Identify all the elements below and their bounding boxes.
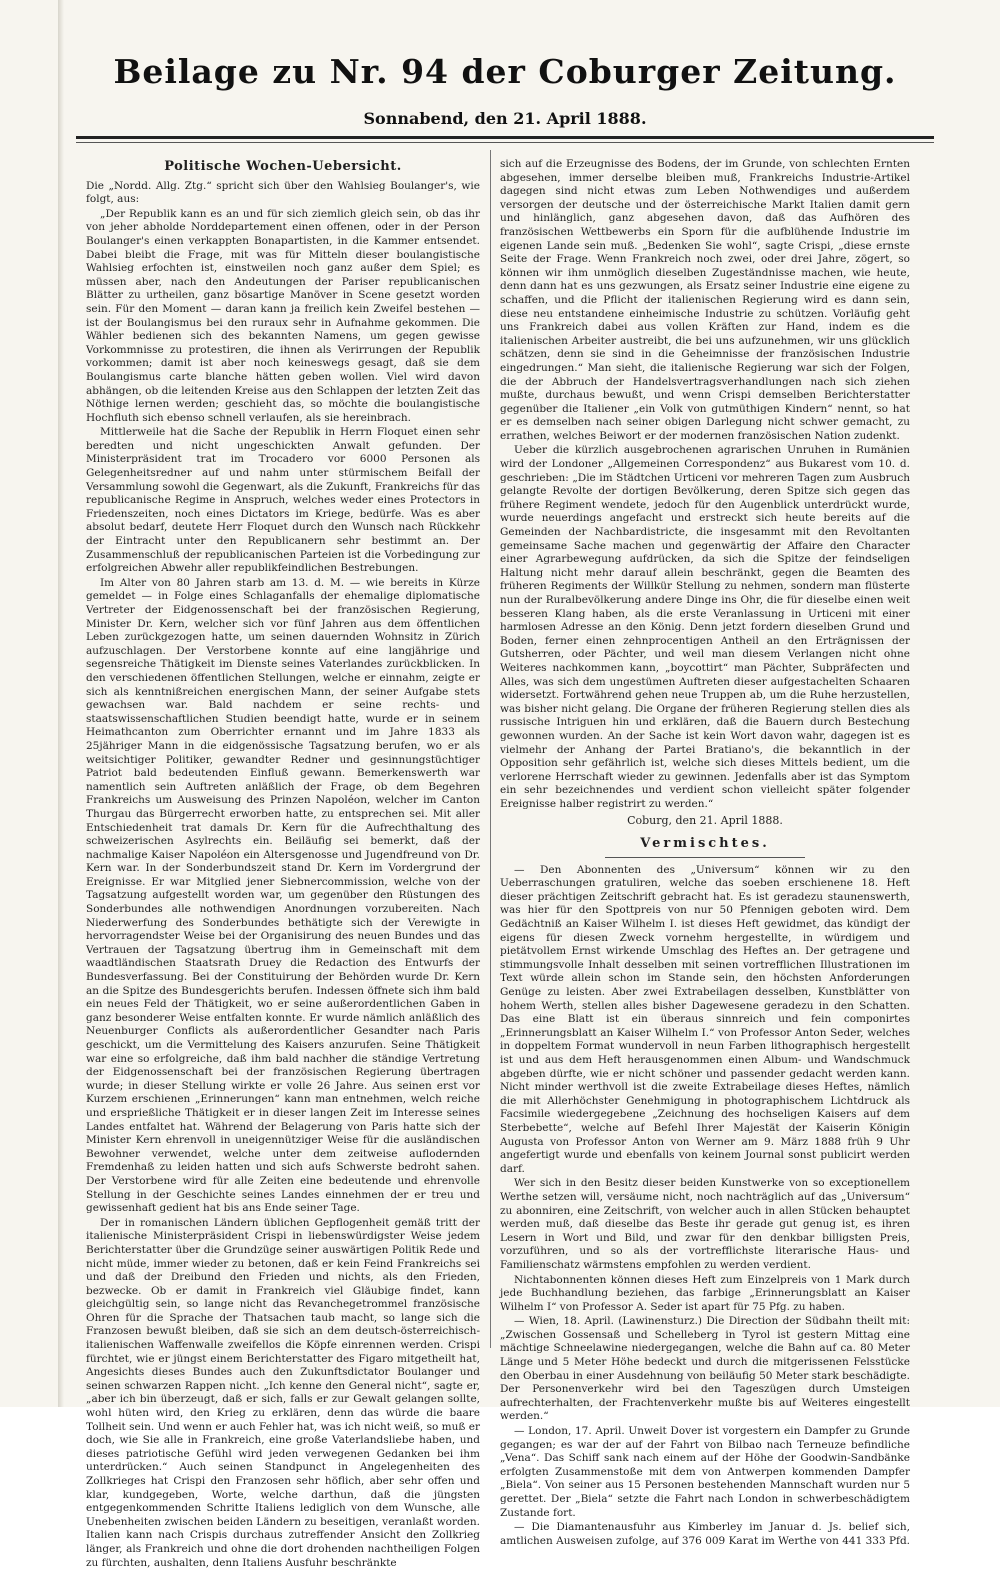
dateline: Coburg, den 21. April 1888. bbox=[627, 813, 783, 827]
misc-paragraph: Nichtabonnenten können dieses Heft zum Einzelpreis von 1 Mark durch jede Buchhandlung beziehen, das farbige „Erinnerungsblatt an Kaiser Wilhelm I“ von Professor A. Seder ist apart für 75 Pfg. zu haben. bbox=[500, 1273, 910, 1313]
misc-paragraph: — London, 17. April. Unweit Dover ist vorgestern ein Dampfer zu Grunde gegangen; es war der auf der Fahrt von Bilbao nach Terneuze befindliche „Vena“. Das Schiff sank nach einem auf der Höhe der Goodwin-Sandbänke erfolgten Zusammenstoße mit dem von Antwerpen kommenden Dampfer „Biela“. Von seiner aus 15 Personen bestehenden Mannschaft wurden nur 5 gerettet. Der „Biela“ setzte die Fahrt nach London in schwerbeschädigtem Zustande fort. bbox=[500, 1425, 910, 1519]
section-heading-politics: Politische Wochen-Uebersicht. bbox=[164, 159, 402, 174]
section-rule bbox=[605, 857, 805, 858]
scan-edge bbox=[58, 0, 64, 1407]
article-paragraph: Im Alter von 80 Jahren starb am 13. d. M. — wie bereits in Kürze gemeldet — in Folge eines Schlaganfalls der ehemalige diplomatische Vertreter der Eidgenossenschaft bei der französischen Regierung, Minister Dr. Kern, welcher sich vor fünf Jahren aus dem öffentlichen Leben zurückgezogen hatte, um seinen dauernden Wohnsitz in Zürich aufzuschlagen. Der Verstorbene konnte auf eine langjährige und segensreiche Thätigkeit im Dienste seines Vaterlandes zurückblicken. In den verschiedenen öffentlichen Stellungen, welche er einnahm, zeigte er sich als kenntnißreichen energischen Mann, der seiner Aufgabe stets gewachsen war. Bald nachdem er seine rechts- und staatswissenschaftlichen Studien beendigt hatte, wurde er in seinem Heimathcanton zum Oberrichter ernannt und im Jahre 1833 als 25jähriger Mann in die eidgenössische Tagsatzung berufen, wo er als weitsichtiger Politiker, gewandter Redner und gesinnungstüchtiger Patriot bald bedeutenden Einfluß gewann. Bemerkenswerth war namentlich sein Auftreten anläßlich der Frage, ob dem Begehren Frankreichs um Ausweisung des Prinzen Napoléon, welcher im Canton Thurgau das Bürgerrecht erworben hatte, zu entsprechen sei. Mit aller Entschiedenheit trat damals Dr. Kern für die Aufrechthaltung des schweizerischen Asylrechts ein. Beiläufig sei bemerkt, daß der nachmalige Kaiser Napoléon ein Altersgenosse und Jugendfreund von Dr. Kern war. In der Sonderbundszeit stand Dr. Kern im Vordergrund der Ereignisse. Er war Mitglied jener Siebnercommission, welche von der Tagsatzung aufgestellt worden war, um gegenüber den Rüstungen des Sonderbundes alle nothwendigen Anordnungen vorzubereiten. Nach Niederwerfung des Sonderbundes bethätigte sich der Verewigte in hervorragendster Weise bei der Organisirung des neuen Bundes und das Vertrauen der Tagsatzung übertrug ihm in Gemeinschaft mit dem waadtländischen Staatsrath Druey die Redaction des Entwurfs der Bundesverfassung. Bei der Constituirung der Behörden wurde Dr. Kern an die Spitze des Bundesgerichts berufen. Indessen öffnete sich ihm bald ein neues Feld der Thätigkeit, wo er seine außerordentlichen Gaben in ganz besonderer Weise entfalten konnte. Er wurde nämlich anläßlich des Neuenburger Conflicts als außerordentlicher Gesandter nach Paris geschickt, um die Vermittelung des Kaisers anzurufen. Seine Thätigkeit war eine so erfolgreiche, daß ihm bald nachher die ständige Vertretung der Eidgenossenschaft bei der französischen Regierung übertragen wurde; in dieser Stellung wirkte er volle 26 Jahre. Aus seinen erst vor Kurzem erschienen „Erinnerungen“ kann man entnehmen, welch reiche und ersprießliche Thätigkeit er in dieser langen Zeit im Interesse seines Landes entfaltet hat. Während der Belagerung von Paris hatte sich der Minister Kern ehrenvoll in uneigennütziger Weise für die ausländischen Bewohner verwendet, welche unter dem zeitweise auflodernden Fremdenhaß zu leiden hatten und sich aufs Schwerste bedroht sahen. Der Verstorbene wird für alle Zeiten eine bedeutende und ehrenvolle Stellung in der Geschichte seines Landes einnehmen der er treu und gewissenhaft gedient hat bis ans Ende seiner Tage. bbox=[86, 576, 480, 1215]
misc-paragraph: — Den Abonnenten des „Universum“ können wir zu den Ueberraschungen gratuliren, welche das soeben erschienene 18. Heft dieser prächtigen Zeitschrift gebracht hat. Es ist geradezu staunenswerth, was hier für den Spottpreis von nur 50 Pfennigen geboten wird. Dem Gedächtniß an Kaiser Wilhelm I. ist dieses Heft gewidmet, das kündigt der eigens für diesen Zweck vornehm hergestellte, in würdigem und pietätvollem Ernst wirkende Umschlag des Heftes an. Der getragene und stimmungsvolle Inhalt desselben mit seinen vortrefflichen Illustrationen im Text würde allein schon im Stande sein, den höchsten Anforderungen Genüge zu leisten. Aber zwei Extrabeilagen desselben, Kunstblätter von hohem Werth, stellen alles bisher Dagewesene geradezu in den Schatten. Das eine Blatt ist ein überaus sinnreich und fein componirtes „Erinnerungsblatt an Kaiser Wilhelm I.“ von Professor Anton Seder, welches in doppeltem Format wundervoll in neun Farben lithographisch hergestellt ist und aus dem Heft herausgenommen einen Album- und Wandschmuck abgeben dürfte, wie er nicht schöner und passender gedacht werden kann. Nicht minder werthvoll ist die zweite Extrabeilage dieses Heftes, nämlich die mit Allerhöchster Genehmigung in photographischem Lichtdruck als Facsimile wiedergegebene „Zeichnung des hochseligen Kaisers auf dem Sterbebette“, welche auf Befehl Ihrer Majestät der Kaiserin Königin Augusta von Professor Anton von Werner am 9. März 1888 früh 9 Uhr angefertigt wurde und ebenfalls von keinem Journal sonst publicirt werden darf. bbox=[500, 863, 910, 1175]
misc-paragraph: — Die Diamantenausfuhr aus Kimberley im Januar d. Js. belief sich, amtlichen Ausweisen zufolge, auf 376 009 Karat im Werthe von 441 333 Pfd. bbox=[500, 1521, 910, 1547]
header-rule-thick bbox=[76, 136, 934, 139]
right-column bbox=[500, 158, 910, 1547]
article-paragraph: Ueber die kürzlich ausgebrochenen agrarischen Unruhen in Rumänien wird der Londoner „Allgemeinen Correspondenz“ aus Bukarest vom 10. d. geschrieben: „Die im Städtchen Urticeni vor mehreren Tagen zum Ausbruch gelangte Revolte der dortigen Bevölkerung, deren Spitze sich gegen das frühere Regiment wendete, jedoch für den Augenblick unterdrückt wurde, wurde neuerdings angefacht und erstreckt sich heute bereits auf die Gemeinden der Nachbardistricte, die insgesammt mit den Revoltanten gemeinsame Sache machen und gegenwärtig der Affaire den Character einer Agrarbewegung aufdrücken, da sich die Spitze der feindseligen Haltung nicht mehr darauf allein beschränkt, gegen die Beamten des früheren Regiments der Willkür Stellung zu nehmen, sondern man flüsterte nun der Ruralbevölkerung andere Dinge ins Ohr, die für dieselbe einen weit besseren Klang haben, als die erste Veranlassung in Urticeni mit einer harmlosen Adresse an den König. Denn jetzt fordern dieselben Grund und Boden, ferner einen zehnprocentigen Antheil an den Erträgnissen der Gutsherren, oder Pächter, und weil man diesem Verlangen nicht ohne Weiteres nachkommen kann, „boycottirt“ man Pächter, Subpräfecten und Alles, was sich dem ungestümen Auftreten dieser aufgestachelten Schaaren widersetzt. Fortwährend gehen neue Truppen ab, um die Ruhe herzustellen, was bisher nicht gelang. Die Organe der früheren Regierung stellen dies als russische Intriguen hin und erklären, daß die Bauern durch Bestechung gewonnen wurden. An der Sache ist kein Wort davon wahr, dagegen ist es vielmehr der Anhang der Partei Bratiano's, die bekanntlich in der Opposition sehr gefährlich ist, welche sich dieses Mittels bedient, um die verlorene Herrschaft wieder zu gewinnen. Jedenfalls aber ist das Symptom ein sehr bezeichnendes und verdient schon vielleicht später folgender Ereignisse halber registrirt zu werden.“ bbox=[500, 444, 910, 810]
column-divider bbox=[490, 150, 491, 1348]
left-column bbox=[86, 158, 480, 1569]
article-paragraph: Die „Nordd. Allg. Ztg.“ spricht sich über den Wahlsieg Boulanger's, wie folgt, aus: bbox=[86, 179, 480, 206]
misc-paragraph: Wer sich in den Besitz dieser beiden Kunstwerke von so exceptionellem Werthe setzen will, versäume nicht, noch nachträglich auf das „Universum“ zu abonniren, eine Zeitschrift, von welcher auch in allen Stücken behauptet werden muß, daß dieselbe das Beste ihr gerade gut genug ist, es ihren Lesern in Wort und Bild, und zwar für den denkbar billigsten Preis, vorzuführen, und so als der vortrefflichste literarische Haus- und Familienschatz wärmstens empfohlen zu werden verdient. bbox=[500, 1177, 910, 1271]
masthead bbox=[80, 52, 930, 128]
article-paragraph: sich auf die Erzeugnisse des Bodens, der im Grunde, von schlechten Ernten abgesehen, immer derselbe bleiben muß, Frankreichs Industrie-Artikel dagegen sind nicht etwas zum Leben Nothwendiges und außerdem versorgen der deutsche und der österreichische Markt Italien damit gern und hinlänglich, ganz abgesehen davon, daß das Aufhören des französischen Wettbewerbs ein Sporn für die aufblühende Industrie im eigenen Lande sein muß. „Bedenken Sie wohl“, sagte Crispi, „diese ernste Seite der Frage. Wenn Frankreich noch zwei, oder drei Jahre, zögert, so können wir ihm unmöglich dieselben Zugeständnisse machen, wie heute, denn dann hat es uns gezwungen, als Ersatz seiner Industrie eine eigene zu schaffen, und die Pflicht der italienischen Regierung wird es dann sein, diese neu entstandene einheimische Industrie zu schützen. Vorläufig geht uns Frankreich dabei aus vollen Kräften zur Hand, indem es die italienischen Arbeiter austreibt, die bei uns aufzunehmen, wir uns glücklich schätzen, denn sie sind in die Geheimnisse der französischen Industrie eingedrungen.“ Man sieht, die italienische Regierung war sich der Folgen, die der Abbruch der Handelsvertragsverhandlungen nach sich ziehen mußte, durchaus bewußt, und wenn Crispi demselben Berichterstatter gegenüber die Italiener „ein Volk von gutmüthigen Kindern“ nennt, so hat er es demselben nach seiner obigen Darlegung nicht schwer gemacht, zu errathen, welches Beiwort er der modernen französischen Nation zudenkt. bbox=[500, 158, 910, 442]
article-paragraph: Mittlerweile hat die Sache der Republik in Herrn Floquet einen sehr beredten und nicht ungeschickten Anwalt gefunden. Der Ministerpräsident trat im Trocadero vor 6000 Personen als Gelegenheitsredner auf und nahm unter stürmischem Beifall der Versammlung sowohl die Gegenwart, als die Zukunft, Frankreichs für das republicanische Regime in Anspruch, welches weder eines Protectors in Friedenszeiten, noch eines Dictators im Kriege, bedürfe. Was es aber absolut bedarf, deutete Herr Floquet durch den Wunsch nach Rückkehr der Eintracht unter den Republicanern sehr bestimmt an. Der Zusammenschluß der republicanischen Parteien ist die Vorbedingung zur erfolgreichen Abwehr aller republikfeindlichen Bestrebungen. bbox=[86, 426, 480, 575]
section-heading-miscellany: Vermischtes. bbox=[640, 836, 770, 852]
misc-paragraph: — Wien, 18. April. (Lawinensturz.) Die Direction der Südbahn theilt mit: „Zwischen Gossensaß und Schelleberg in Tyrol ist gestern Mittag eine mächtige Schneelawine niedergegangen, welche die Bahn auf ca. 80 Meter Länge und 5 Meter Höhe bedeckt und durch die mitgerissenen Felsstücke den Oberbau in einer Ausdehnung von beiläufig 50 Meter stark beschädigte. Der Personenverkehr wird bei den Tageszügen durch Umsteigen aufrechterhalten, der Frachtenverkehr mußte bis auf Weiteres eingestellt werden.“ bbox=[500, 1315, 910, 1423]
masthead-date: Sonnabend, den 21. April 1888. bbox=[363, 109, 647, 128]
masthead-title: Beilage zu Nr. 94 der Coburger Zeitung. bbox=[113, 52, 897, 91]
article-paragraph: „Der Republik kann es an und für sich ziemlich gleich sein, ob das ihr von jeher abholde Norddepartement einen offenen, oder in der Person Boulanger's einen verkappten Bonapartisten, in die Kammer entsendet. Dabei bleibt die Frage, mit was für Mitteln dieser boulangistische Wahlsieg erfochten ist, einstweilen noch ganz außer dem Spiel; es müssen aber, nach den Andeutungen der Pariser republicanischen Blätter zu urtheilen, ganz bösartige Manöver in Scene gesetzt worden sein. Für den Moment — daran kann ja freilich kein Zweifel bestehen — ist der Boulangismus bei den ruraux sehr in Aufnahme gekommen. Die Wähler bedienen sich des bekannten Namens, um gegen gewisse Vorkommnisse zu protestiren, die ihnen als Verirrungen der Republik vorkommen; damit ist aber noch keineswegs gesagt, daß sie dem Boulangismus carte blanche hätten geben wollen. Viel wird davon abhängen, ob die leitenden Kreise aus den Schlappen der letzten Zeit das Nöthige lernen werden; geschieht das, so möchte die boulangistische Hochfluth sich ebenso schnell verlaufen, als sie hereinbrach. bbox=[86, 207, 480, 424]
header-rule-thin bbox=[76, 142, 934, 143]
article-paragraph: Der in romanischen Ländern üblichen Gepflogenheit gemäß tritt der italienische Ministerpräsident Crispi in liebenswürdigster Weise jedem Berichterstatter über die Grundzüge seiner auswärtigen Politik Rede und nicht müde, immer wieder zu betonen, daß er kein Feind Frankreichs sei und daß der Dreibund den Frieden und nichts, als den Frieden, bezwecke. Ob er damit in Frankreich viel Gläubige findet, kann gleichgültig sein, so lange nicht das Revanchegetrommel französische Ohren für die Sprache der Thatsachen taub macht, so lange sich die Franzosen bewußt bleiben, daß sie sich an dem deutsch-österreichisch-italienischen Waffenwalle zweifellos die Köpfe einrennen werden. Crispi fürchtet, wie er jüngst einem Berichterstatter des Figaro mitgetheilt hat, Angesichts dieses Bundes auch den Zukunftsdictator Boulanger und seinen schwarzen Rappen nicht. „Ich kenne den General nicht“, sagte er, „aber ich bin überzeugt, daß er sich, falls er zur Gewalt gelangen sollte, wohl hüten wird, den Krieg zu erklären, denn das würde die baare Tollheit sein. Und wenn er auch Fehler hat, was ich nicht weiß, so muß er doch, wie Sie alle in Frankreich, eine große Vaterlandsliebe haben, und dieses patriotische Gefühl wird jeden verwegenen Gedanken bei ihm unterdrücken.“ Auch seinen Standpunct in Angelegenheiten des Zollkrieges hat Crispi den Franzosen sehr höflich, aber sehr offen und klar, kundgegeben, Worte, welche darthun, daß die jüngsten entgegenkommenden Schritte Italiens lediglich von dem Wunsche, alle Unebenheiten zwischen beiden Ländern zu beseitigen, veranlaßt worden. Italien kann nach Crispis durchaus zutreffender Ansicht den Zollkrieg länger, als Frankreich und ohne die dort drohenden nachtheiligen Folgen zu fürchten, aushalten, denn Italiens Ausfuhr beschränkte bbox=[86, 1216, 480, 1569]
